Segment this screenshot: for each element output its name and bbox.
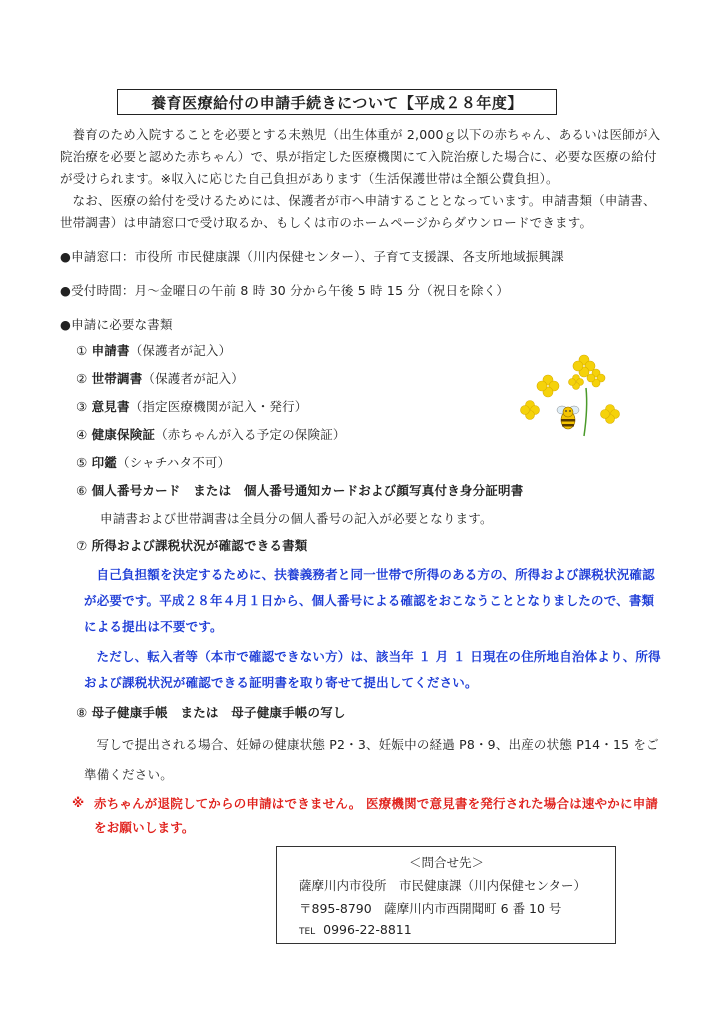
bee-icon xyxy=(557,406,579,429)
contact-address: 〒895-8790 薩摩川内市西開聞町 6 番 10 号 xyxy=(299,901,562,916)
doc-item-8: ⑧ 母子健康手帳 または 母子健康手帳の写し xyxy=(76,705,346,720)
doc-item: ⑤ 印鑑（シャチハタ不可） xyxy=(76,455,231,470)
documents-heading: ●申請に必要な書類 xyxy=(60,317,173,332)
intro-paragraph-2: なお、医療の給付を受けるためには、保護者が市へ申請することとなっています。申請書類（申請書、世帯調書）は申請窓口で受け取るか、もしくは市のホームページからダウンロードできます。 xyxy=(60,193,656,230)
doc-6-note: 申請書および世帯調書は全員分の個人番号の記入が必要となります。 xyxy=(100,511,493,526)
doc-item-6: ⑥ 個人番号カード または 個人番号通知カードおよび顔写真付き身分証明書 xyxy=(76,483,524,498)
doc-item: ③ 意見書（指定医療機関が記入・発行） xyxy=(76,399,308,414)
doc-7-note-1: 自己負担額を決定するために、扶養義務者と同一世帯で所得のある方の、所得および課税状況確認が必要です。平成２８年４月１日から、個人番号による確認をおこなうこととなりましたので、書類による提出は不要です。 xyxy=(84,567,655,634)
flower-icon xyxy=(569,375,584,390)
contact-box xyxy=(276,846,616,944)
flower-icon xyxy=(521,401,540,420)
contact-phone: TEL 0996-22-8811 xyxy=(299,922,412,937)
flower-icon xyxy=(601,405,620,424)
flower-bee-illustration xyxy=(512,348,632,440)
doc-item: ④ 健康保険証（赤ちゃんが入る予定の保険証） xyxy=(76,427,346,442)
notice-mark: ※ xyxy=(72,795,85,810)
notice-text: 赤ちゃんが退院してからの申請はできません。 医療機関で意見書を発行された場合は速やかに申請をお願いします。 xyxy=(94,796,659,835)
doc-7-note-2: ただし、転入者等（本市で確認できない方）は、該当年 １ 月 １ 日現在の住所地自治体より、所得および課税状況が確認できる証明書を取り寄せて提出してください。 xyxy=(84,649,661,690)
intro-paragraph-1: 養育のため入院することを必要とする未熟児（出生体重が 2,000ｇ以下の赤ちゃん、あるいは医師が入院治療を必要と認めた赤ちゃん）で、県が指定した医療機関にて入院治療した場合に、必要な医療の給付が受けられます。※収入に応じた自己負担があります（生活保護世帯は全額公費負担）。 xyxy=(60,127,661,186)
application-window: ●申請窓口：市役所 市民健康課（川内保健センター）、子育て支援課、各支所地域振興課 xyxy=(60,249,564,264)
contact-heading: ＜問合せ先＞ xyxy=(409,855,485,870)
doc-item: ① 申請書（保護者が記入） xyxy=(76,343,232,358)
page-title: 養育医療給付の申請手続きについて【平成２８年度】 xyxy=(117,89,557,115)
doc-item-7: ⑦ 所得および課税状況が確認できる書類 xyxy=(76,538,308,553)
doc-8-note: 写しで提出される場合、妊婦の健康状態 P2・3、妊娠中の経過 P8・9、出産の状態 P14・15 をご準備ください。 xyxy=(84,737,659,782)
doc-item: ② 世帯調書（保護者が記入） xyxy=(76,371,245,386)
flower-icon xyxy=(587,369,605,387)
flower-icon xyxy=(537,375,559,397)
reception-hours: ●受付時間：月～金曜日の午前 8 時 30 分から午後 5 時 15 分（祝日を除く） xyxy=(60,283,510,298)
contact-office: 薩摩川内市役所 市民健康課（川内保健センター） xyxy=(299,878,587,893)
flower-icon xyxy=(573,355,595,377)
